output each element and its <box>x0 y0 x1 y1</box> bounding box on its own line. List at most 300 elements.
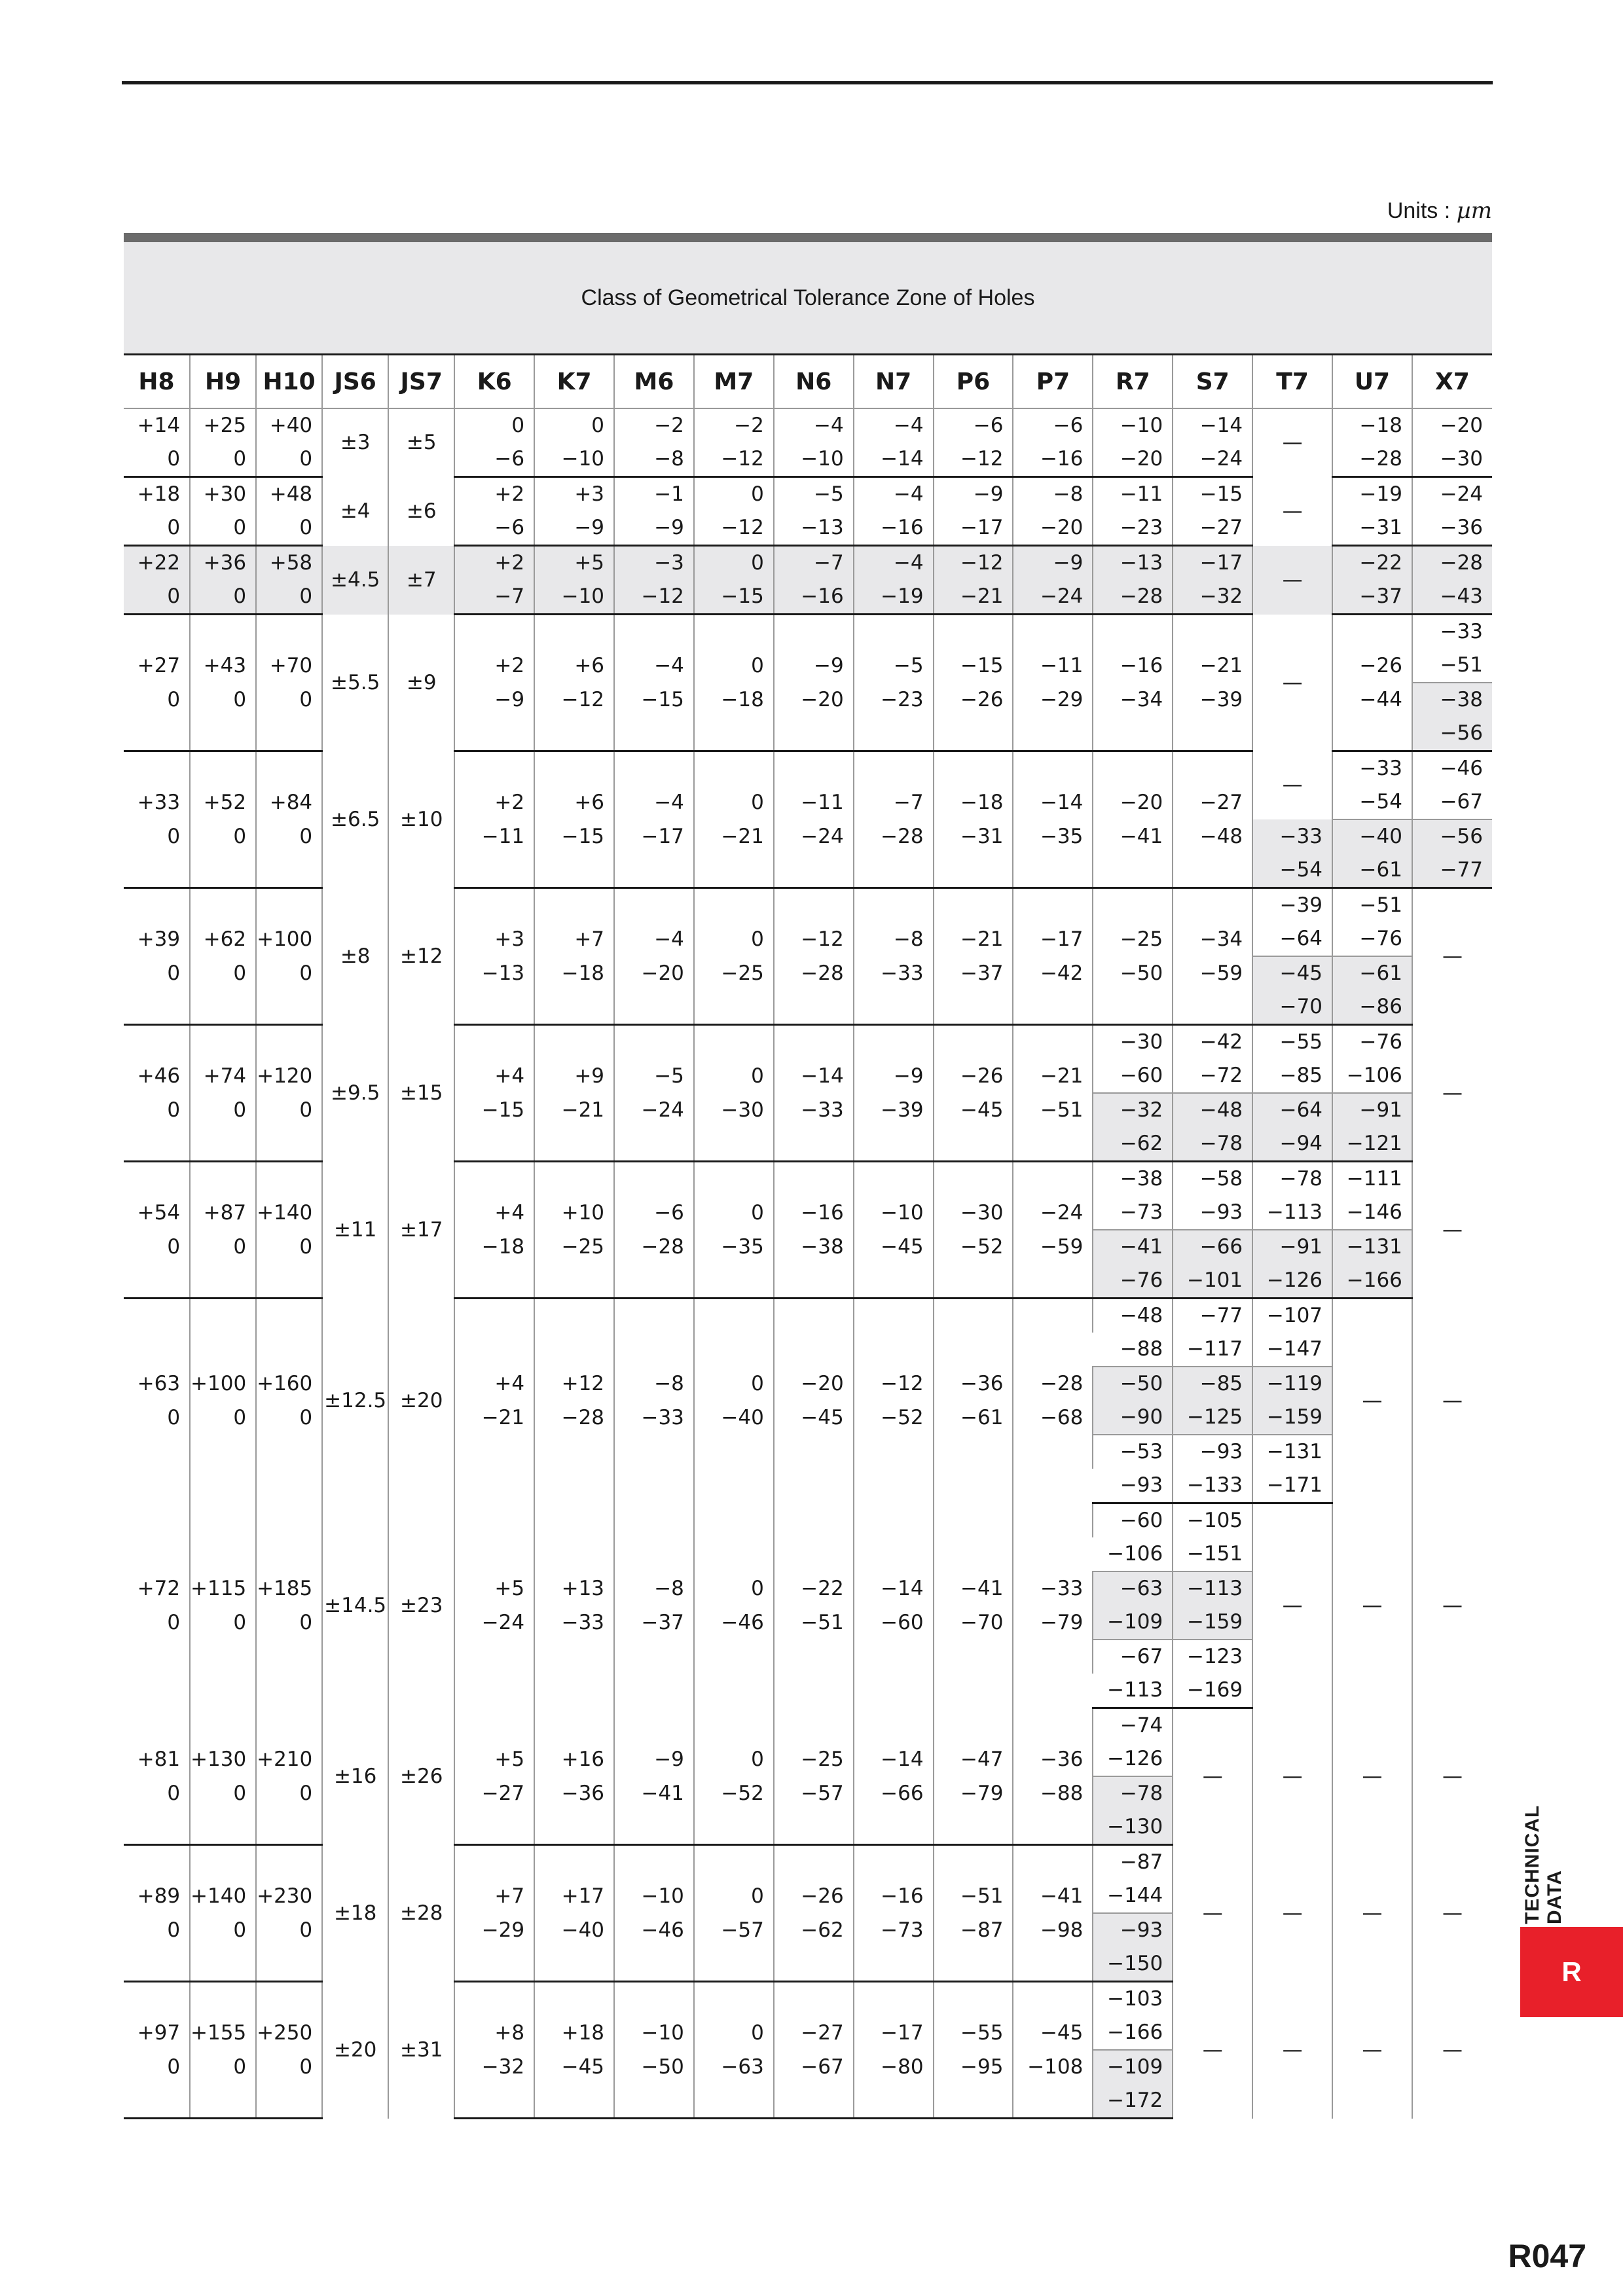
table-cell: −52 <box>694 1776 774 1810</box>
table-cell: +89 <box>137 1884 181 1908</box>
table-cell: −50 <box>614 2050 694 2084</box>
table-cell: +7 <box>454 1879 534 1913</box>
table-cell <box>934 1640 1013 1708</box>
table-cell: — <box>1252 546 1332 615</box>
table-cell: −41 <box>1093 1230 1173 1264</box>
table-cell <box>694 1162 774 1196</box>
column-header: X7 <box>1412 355 1492 408</box>
table-cell: −151 <box>1173 1537 1252 1571</box>
table-cell <box>1173 751 1252 786</box>
table-cell: −33 <box>1252 819 1332 853</box>
table-cell: +30 <box>190 477 256 512</box>
table-cell: −159 <box>1252 1401 1332 1435</box>
table-cell <box>934 1025 1013 1060</box>
table-cell: +100 <box>256 922 322 956</box>
column-header-row <box>124 355 1492 408</box>
top-rule <box>122 81 1493 84</box>
table-cell: +81 <box>137 1747 181 1771</box>
table-cell <box>854 1810 934 1845</box>
table-cell: −41 <box>1013 1879 1093 1913</box>
table-cell: −16 <box>854 511 934 546</box>
table-cell: −4 <box>854 477 934 512</box>
table-cell: 0 <box>124 442 190 477</box>
table-cell: −30 <box>1093 1025 1173 1060</box>
table-cell: −106 <box>1332 1059 1412 1093</box>
table-cell: −36 <box>1412 511 1492 546</box>
table-cell <box>256 717 322 751</box>
table-cell: −109 <box>1093 1605 1173 1640</box>
table-cell: −73 <box>854 1913 934 1947</box>
table-cell <box>934 1845 1013 1880</box>
table-cell <box>256 1435 322 1503</box>
table-cell: +4 <box>454 1367 534 1401</box>
table-cell <box>190 1982 256 2017</box>
table-cell: +12 <box>534 1367 614 1401</box>
table-cell: −6 <box>454 442 534 477</box>
table-cell: −20 <box>1013 511 1093 546</box>
table-cell: — <box>1252 615 1332 751</box>
table-cell <box>934 1982 1013 2017</box>
table-cell: −60 <box>1093 1059 1173 1093</box>
table-cell <box>934 2084 1013 2119</box>
table-cell: +3 <box>534 477 614 512</box>
table-cell: −10 <box>614 1879 694 1913</box>
table-cell: −144 <box>1093 1879 1173 1913</box>
table-cell: −4 <box>614 922 694 956</box>
table-cell: 0 <box>256 819 322 853</box>
table-cell: +16 <box>534 1742 614 1776</box>
table-cell: −26 <box>1332 649 1412 683</box>
table-cell <box>124 1947 190 1982</box>
table-cell: −33 <box>1332 751 1412 786</box>
table-cell: −51 <box>1332 888 1412 923</box>
table-cell: −17 <box>614 819 694 853</box>
table-cell <box>614 1845 694 1880</box>
units-label <box>1387 198 1492 224</box>
table-cell: −10 <box>854 1196 934 1230</box>
table-title: Class of Geometrical Tolerance Zone of Holes <box>124 242 1492 355</box>
table-cell <box>454 888 534 923</box>
table-row <box>124 1503 1492 1538</box>
table-cell: +6 <box>534 785 614 819</box>
table-cell: ±8 <box>322 888 388 1025</box>
table-cell: −7 <box>774 546 854 581</box>
table-cell <box>774 1810 854 1845</box>
table-cell: −46 <box>1412 751 1492 786</box>
table-cell <box>124 2084 190 2119</box>
table-cell <box>534 1708 614 1743</box>
table-cell <box>854 1264 934 1299</box>
table-cell: 0 <box>694 1879 774 1913</box>
table-cell <box>774 990 854 1025</box>
table-cell: +48 <box>256 477 322 512</box>
table-cell <box>614 1162 694 1196</box>
table-cell <box>190 717 256 751</box>
table-cell: −28 <box>1013 1367 1093 1401</box>
table-cell: −45 <box>1013 2016 1093 2050</box>
table-cell <box>534 888 614 923</box>
table-cell <box>1173 888 1252 923</box>
units-symbol: µm <box>1456 198 1492 224</box>
column-header: N6 <box>774 355 854 408</box>
table-cell: +74 <box>190 1059 256 1093</box>
table-cell: −33 <box>774 1093 854 1127</box>
table-cell: −30 <box>934 1196 1013 1230</box>
table-cell <box>534 1025 614 1060</box>
column-header: P6 <box>934 355 1013 408</box>
table-cell <box>534 1264 614 1299</box>
table-cell: −85 <box>1173 1367 1252 1401</box>
table-cell <box>1013 717 1093 751</box>
table-cell <box>934 1299 1013 1367</box>
table-cell: −60 <box>854 1605 934 1640</box>
table-cell: −33 <box>854 956 934 990</box>
table-cell: −21 <box>694 819 774 853</box>
table-cell: −16 <box>1093 649 1173 683</box>
table-cell <box>256 1982 322 2017</box>
table-cell: −67 <box>774 2050 854 2084</box>
table-cell: −24 <box>614 1093 694 1127</box>
table-cell: −70 <box>1252 990 1332 1025</box>
column-header: N7 <box>854 355 934 408</box>
table-cell: −39 <box>854 1093 934 1127</box>
table-cell: +5 <box>454 1571 534 1605</box>
table-cell: 0 <box>256 683 322 717</box>
table-cell <box>934 1708 1013 1743</box>
table-cell: +25 <box>190 408 256 442</box>
column-header: K7 <box>534 355 614 408</box>
table-cell: +72 <box>137 1576 181 1600</box>
table-cell: +100 <box>190 1367 256 1401</box>
table-cell <box>534 615 614 649</box>
column-header: R7 <box>1093 355 1173 408</box>
table-cell: — <box>1252 1503 1332 1708</box>
table-cell: +185 <box>256 1571 322 1605</box>
table-cell <box>454 615 534 649</box>
table-cell: −87 <box>934 1913 1013 1947</box>
table-cell: −14 <box>1013 785 1093 819</box>
table-cell: — <box>1412 1845 1492 1982</box>
table-cell: −8 <box>614 1571 694 1605</box>
table-cell: −51 <box>1013 1093 1093 1127</box>
table-cell: +40 <box>256 408 322 442</box>
table-cell <box>124 853 190 888</box>
page-number: R047 <box>1508 2238 1586 2274</box>
table-cell: −45 <box>934 1093 1013 1127</box>
table-cell: −44 <box>1332 683 1412 717</box>
table-cell <box>534 1982 614 2017</box>
table-cell <box>614 1640 694 1708</box>
table-row <box>124 1299 1492 1333</box>
table-cell: ±9.5 <box>322 1025 388 1162</box>
table-cell <box>190 1264 256 1299</box>
table-cell <box>854 751 934 786</box>
table-cell: −105 <box>1173 1503 1252 1538</box>
table-cell: −6 <box>934 408 1013 442</box>
table-cell: 0 <box>454 408 534 442</box>
table-cell: 0 <box>694 1742 774 1776</box>
table-cell: −37 <box>934 956 1013 990</box>
table-cell <box>694 2084 774 2119</box>
table-cell: −125 <box>1173 1401 1252 1435</box>
table-cell <box>934 1947 1013 1982</box>
table-cell <box>256 853 322 888</box>
table-cell <box>774 2084 854 2119</box>
table-cell: +5 <box>454 1742 534 1776</box>
table-cell: −60 <box>1093 1503 1173 1538</box>
table-cell: +43 <box>190 649 256 683</box>
table-cell: — <box>1173 1982 1252 2119</box>
table-row <box>124 1025 1492 1060</box>
table-cell: −40 <box>694 1401 774 1435</box>
table-cell: −40 <box>1332 819 1412 853</box>
table-cell: +2 <box>454 477 534 512</box>
table-cell: −22 <box>1332 546 1412 581</box>
table-cell <box>124 1640 190 1708</box>
table-cell <box>190 990 256 1025</box>
table-cell: −17 <box>854 2016 934 2050</box>
table-row <box>124 751 1492 786</box>
table-cell <box>256 1025 322 1060</box>
table-cell: −123 <box>1173 1640 1252 1674</box>
table-cell <box>190 1503 256 1572</box>
table-cell <box>614 888 694 923</box>
table-cell: −80 <box>854 2050 934 2084</box>
table-cell <box>934 615 1013 649</box>
table-cell: −42 <box>1013 956 1093 990</box>
table-cell <box>454 1264 534 1299</box>
table-cell: −45 <box>854 1230 934 1264</box>
table-cell: −130 <box>1093 1810 1173 1845</box>
table-cell: ±3 <box>322 408 388 477</box>
table-cell: −56 <box>1412 819 1492 853</box>
table-cell <box>1013 751 1093 786</box>
table-cell: −42 <box>1173 1025 1252 1060</box>
table-cell: −106 <box>1093 1537 1173 1571</box>
table-cell: −26 <box>774 1879 854 1913</box>
table-cell <box>694 1299 774 1367</box>
table-cell: 0 <box>534 408 614 442</box>
table-cell: 0 <box>190 2050 256 2084</box>
table-cell <box>694 888 774 923</box>
table-cell: ±26 <box>388 1708 454 1845</box>
table-cell: +18 <box>534 2016 614 2050</box>
table-cell: 0 <box>256 1401 322 1435</box>
table-cell: −11 <box>454 819 534 853</box>
table-cell: 0 <box>694 922 774 956</box>
table-cell: +130 <box>190 1742 256 1776</box>
table-cell: 0 <box>694 785 774 819</box>
table-cell: −12 <box>934 546 1013 581</box>
table-cell: ±20 <box>388 1299 454 1503</box>
table-cell: −74 <box>1093 1708 1173 1743</box>
table-cell: +13 <box>534 1571 614 1605</box>
table-cell: −16 <box>1013 442 1093 477</box>
table-cell: −131 <box>1332 1230 1412 1264</box>
table-cell: +230 <box>256 1879 322 1913</box>
table-cell: +140 <box>190 1879 256 1913</box>
table-cell: −91 <box>1252 1230 1332 1264</box>
table-cell <box>774 1845 854 1880</box>
table-cell <box>774 888 854 923</box>
table-cell: −68 <box>1013 1401 1093 1435</box>
table-cell: ±5 <box>388 408 454 477</box>
table-cell: −50 <box>1093 1367 1173 1401</box>
table-cell <box>454 1982 534 2017</box>
table-cell <box>854 615 934 649</box>
section-tab[interactable]: R <box>1520 1927 1623 2017</box>
table-cell: +63 <box>137 1371 181 1395</box>
table-cell: −5 <box>614 1059 694 1093</box>
table-cell: −9 <box>1013 546 1093 581</box>
table-cell <box>124 1810 190 1845</box>
table-row <box>124 1162 1492 1196</box>
table-cell <box>1093 615 1173 649</box>
table-cell <box>256 1845 322 1880</box>
table-cell <box>1013 1708 1093 1743</box>
table-cell: −86 <box>1332 990 1412 1025</box>
table-cell: −29 <box>454 1913 534 1947</box>
table-cell <box>534 1947 614 1982</box>
column-header: M7 <box>694 355 774 408</box>
table-cell: 0 <box>190 1605 256 1640</box>
table-cell: −57 <box>694 1913 774 1947</box>
table-cell: −6 <box>614 1196 694 1230</box>
table-cell: +115 <box>190 1571 256 1605</box>
table-cell: −66 <box>1173 1230 1252 1264</box>
table-row <box>124 1845 1492 1880</box>
table-cell: −24 <box>1412 477 1492 512</box>
table-cell: −32 <box>454 2050 534 2084</box>
table-cell: −20 <box>774 683 854 717</box>
table-cell: — <box>1412 1982 1492 2119</box>
table-cell: −95 <box>934 2050 1013 2084</box>
table-cell <box>614 1503 694 1572</box>
table-cell: −23 <box>1093 511 1173 546</box>
table-cell: — <box>1332 1982 1412 2119</box>
table-cell: −18 <box>694 683 774 717</box>
table-cell <box>774 751 854 786</box>
table-cell: −78 <box>1252 1162 1332 1196</box>
table-cell: 0 <box>694 546 774 581</box>
table-cell: −146 <box>1332 1196 1412 1230</box>
table-cell: −4 <box>614 785 694 819</box>
table-cell: −62 <box>774 1913 854 1947</box>
table-cell: −10 <box>534 442 614 477</box>
table-cell: — <box>1252 408 1332 477</box>
table-cell: −67 <box>1412 785 1492 819</box>
table-cell <box>454 1435 534 1503</box>
table-cell: −39 <box>1173 683 1252 717</box>
table-cell: −20 <box>614 956 694 990</box>
table-cell: −113 <box>1173 1571 1252 1605</box>
table-cell: 0 <box>256 956 322 990</box>
table-cell: −20 <box>1412 408 1492 442</box>
table-cell <box>934 751 1013 786</box>
table-cell <box>1013 1845 1093 1880</box>
table-cell: −64 <box>1252 922 1332 956</box>
table-cell: −51 <box>774 1605 854 1640</box>
table-cell: −126 <box>1093 1742 1173 1776</box>
table-cell <box>190 1845 256 1880</box>
table-cell <box>774 615 854 649</box>
table-cell <box>124 1162 190 1196</box>
table-cell <box>256 1162 322 1196</box>
table-cell: −21 <box>1173 649 1252 683</box>
table-cell <box>1013 1947 1093 1982</box>
table-cell: −34 <box>1173 922 1252 956</box>
table-cell: −15 <box>534 819 614 853</box>
table-cell <box>934 1503 1013 1572</box>
table-cell: −117 <box>1173 1333 1252 1367</box>
table-cell: −70 <box>934 1605 1013 1640</box>
table-cell <box>1013 1127 1093 1162</box>
table-cell: −169 <box>1173 1674 1252 1708</box>
table-cell <box>124 1708 190 1743</box>
table-cell <box>614 1810 694 1845</box>
table-cell: −61 <box>1332 853 1412 888</box>
table-cell: +52 <box>190 785 256 819</box>
table-cell <box>124 1299 190 1367</box>
table-cell: −14 <box>854 442 934 477</box>
table-cell: −79 <box>1013 1605 1093 1640</box>
table-cell: −28 <box>1093 580 1173 615</box>
table-cell: −23 <box>854 683 934 717</box>
table-cell <box>854 1127 934 1162</box>
table-cell <box>1013 1435 1093 1503</box>
table-cell: +210 <box>256 1742 322 1776</box>
table-cell: −27 <box>1173 511 1252 546</box>
table-cell: −38 <box>1093 1162 1173 1196</box>
table-cell: −46 <box>614 1913 694 1947</box>
table-cell: −27 <box>774 2016 854 2050</box>
table-cell: ±10 <box>388 751 454 888</box>
table-cell: −64 <box>1252 1093 1332 1127</box>
table-cell: +54 <box>137 1200 181 1225</box>
table-cell: −166 <box>1332 1264 1412 1299</box>
table-cell: 0 <box>167 1234 181 1259</box>
table-cell: — <box>1412 1708 1492 1845</box>
table-cell: −27 <box>454 1776 534 1810</box>
table-cell: −6 <box>454 511 534 546</box>
table-cell: −15 <box>694 580 774 615</box>
table-cell: 0 <box>694 1571 774 1605</box>
table-cell: −57 <box>774 1776 854 1810</box>
table-cell <box>614 1299 694 1367</box>
table-cell <box>454 751 534 786</box>
table-cell: +39 <box>137 927 181 951</box>
table-cell: −39 <box>1252 888 1332 923</box>
table-cell <box>934 1435 1013 1503</box>
table-cell: −41 <box>1093 819 1173 853</box>
table-cell: 0 <box>190 819 256 853</box>
table-cell <box>774 1640 854 1708</box>
table-cell: +8 <box>454 2016 534 2050</box>
table-cell: −18 <box>1332 408 1412 442</box>
table-cell: −20 <box>774 1367 854 1401</box>
column-header: H8 <box>124 355 190 408</box>
table-cell: +87 <box>190 1196 256 1230</box>
table-cell: −9 <box>454 683 534 717</box>
table-cell: −16 <box>774 1196 854 1230</box>
table-cell: −24 <box>1173 442 1252 477</box>
table-cell <box>256 1264 322 1299</box>
table-cell: — <box>1332 1503 1412 1708</box>
table-cell: 0 <box>190 1913 256 1947</box>
table-cell: — <box>1173 1845 1252 1982</box>
table-cell: −46 <box>694 1605 774 1640</box>
table-cell: −35 <box>694 1230 774 1264</box>
